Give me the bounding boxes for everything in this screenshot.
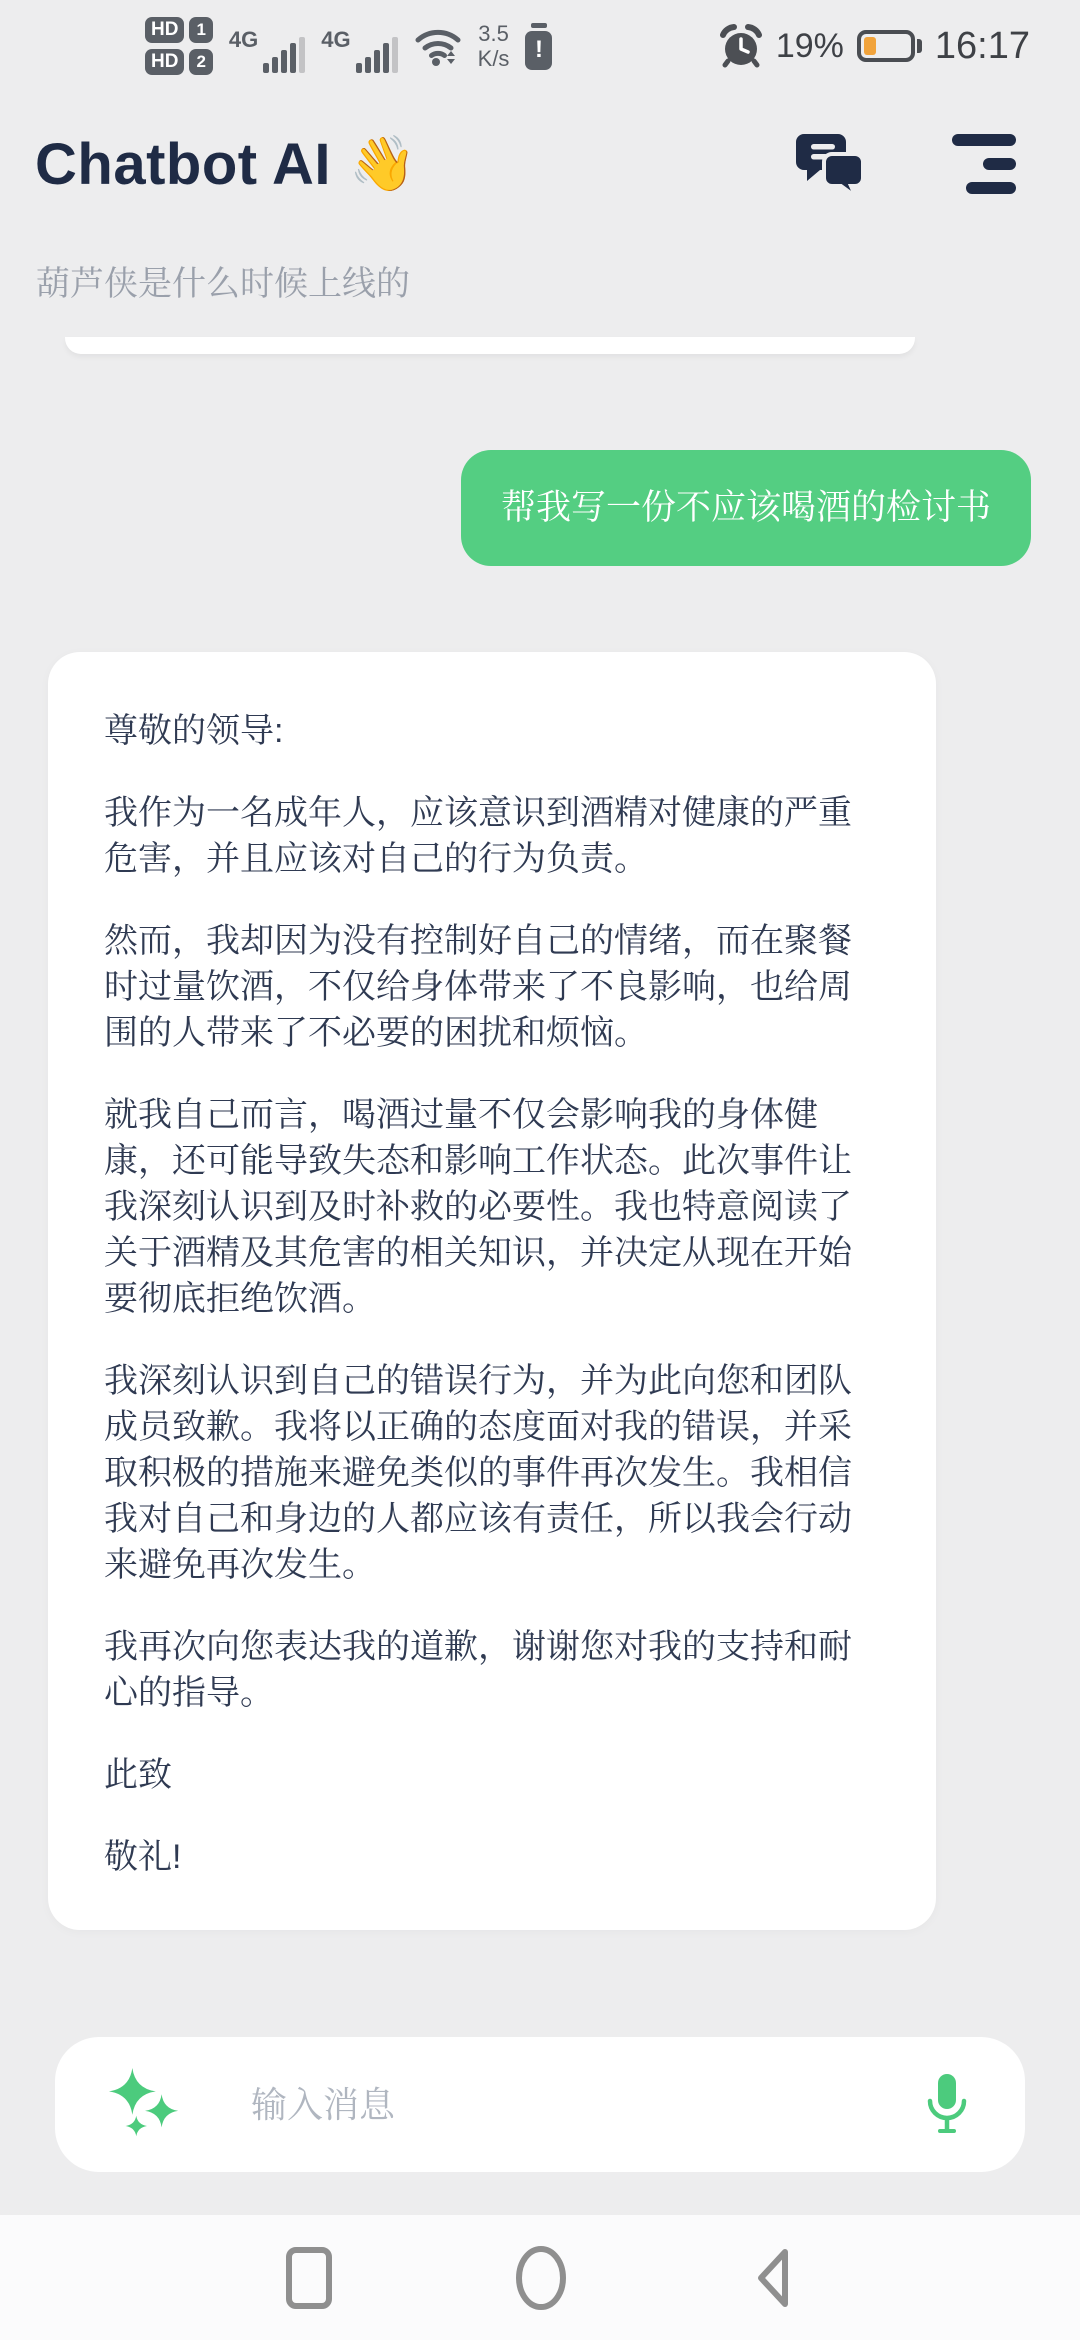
status-right-group: [719, 0, 1030, 92]
network-type-label: 4G: [228, 27, 259, 52]
signal-bars-icon: [356, 33, 398, 73]
speed-value: 3.5: [478, 21, 509, 46]
assistant-paragraph: 我再次向您表达我的道歉，谢谢您对我的支持和耐心的指导。: [104, 1628, 852, 1712]
user-message-bubble[interactable]: 帮我写一份不应该喝酒的检讨书: [461, 450, 1031, 566]
sparkle-icon[interactable]: [107, 2066, 185, 2144]
wifi-icon: [414, 25, 462, 67]
assistant-paragraph: 此致: [104, 1756, 172, 1794]
status-bar: [0, 0, 1080, 92]
assistant-paragraph: 就我自己而言，喝酒过量不仅会影响我的身体健康，还可能导致失态和影响工作状态。此次事件让我深刻认识到及时补救的必要性。我也特意阅读了关于酒精及其危害的相关知识，并决定从现在开始要彻底拒绝饮酒。: [104, 1096, 852, 1318]
back-icon[interactable]: [749, 2245, 795, 2311]
alarm-icon: [719, 24, 763, 68]
message-input[interactable]: [251, 2084, 901, 2126]
sim1-badge: 1: [189, 17, 212, 43]
sim2-badge: 2: [189, 49, 212, 75]
assistant-paragraph: 敬礼!: [104, 1838, 182, 1876]
hd-voice-badges: [145, 17, 213, 75]
previous-question-text: 葫芦侠是什么时候上线的: [36, 265, 410, 303]
signal-sim1: [229, 19, 305, 73]
sim-alert-icon: !: [525, 23, 552, 70]
recents-icon[interactable]: [285, 2246, 333, 2310]
assistant-message-card[interactable]: [48, 652, 936, 1930]
signal-bars-icon: [263, 33, 305, 73]
mic-icon[interactable]: [921, 2071, 973, 2139]
signal-sim2: [321, 19, 397, 73]
menu-icon[interactable]: [952, 134, 1016, 194]
assistant-paragraph: 我深刻认识到自己的错误行为，并为此向您和团队成员致歉。我将以正确的态度面对我的错误，并采取积极的措施来避免类似的事件再次发生。我相信我对自己和身边的人都应该有责任，所以我会行动来避免再次发生。: [104, 1362, 852, 1584]
app-header: [35, 126, 1016, 202]
speed-unit: K/s: [477, 46, 510, 71]
status-left-group: [145, 0, 552, 92]
hd1-badge: HD: [145, 17, 184, 43]
assistant-paragraph: 我作为一名成年人，应该意识到酒精对健康的严重危害，并且应该对自己的行为负责。: [104, 794, 852, 878]
assistant-paragraph: 然而，我却因为没有控制好自己的情绪，而在聚餐时过量饮酒，不仅给身体带来了不良影响，也给周围的人带来了不必要的困扰和烦恼。: [104, 922, 852, 1052]
page-title: Chatbot AI: [35, 131, 332, 197]
wave-emoji: 👋: [349, 133, 417, 194]
assistant-paragraph: 尊敬的领导:: [104, 712, 284, 750]
hd2-badge: HD: [145, 49, 184, 75]
chat-history-icon[interactable]: [792, 126, 868, 202]
battery-percent: 19%: [775, 26, 844, 65]
network-type-label: 4G: [321, 27, 351, 52]
battery-icon: [857, 30, 922, 62]
home-icon[interactable]: [515, 2245, 567, 2311]
android-nav-bar: [0, 2215, 1080, 2340]
clock-time: 16:17: [934, 24, 1030, 67]
network-speed: [478, 21, 510, 71]
scrolled-card-edge: [65, 337, 915, 354]
message-input-bar: [55, 2037, 1025, 2172]
